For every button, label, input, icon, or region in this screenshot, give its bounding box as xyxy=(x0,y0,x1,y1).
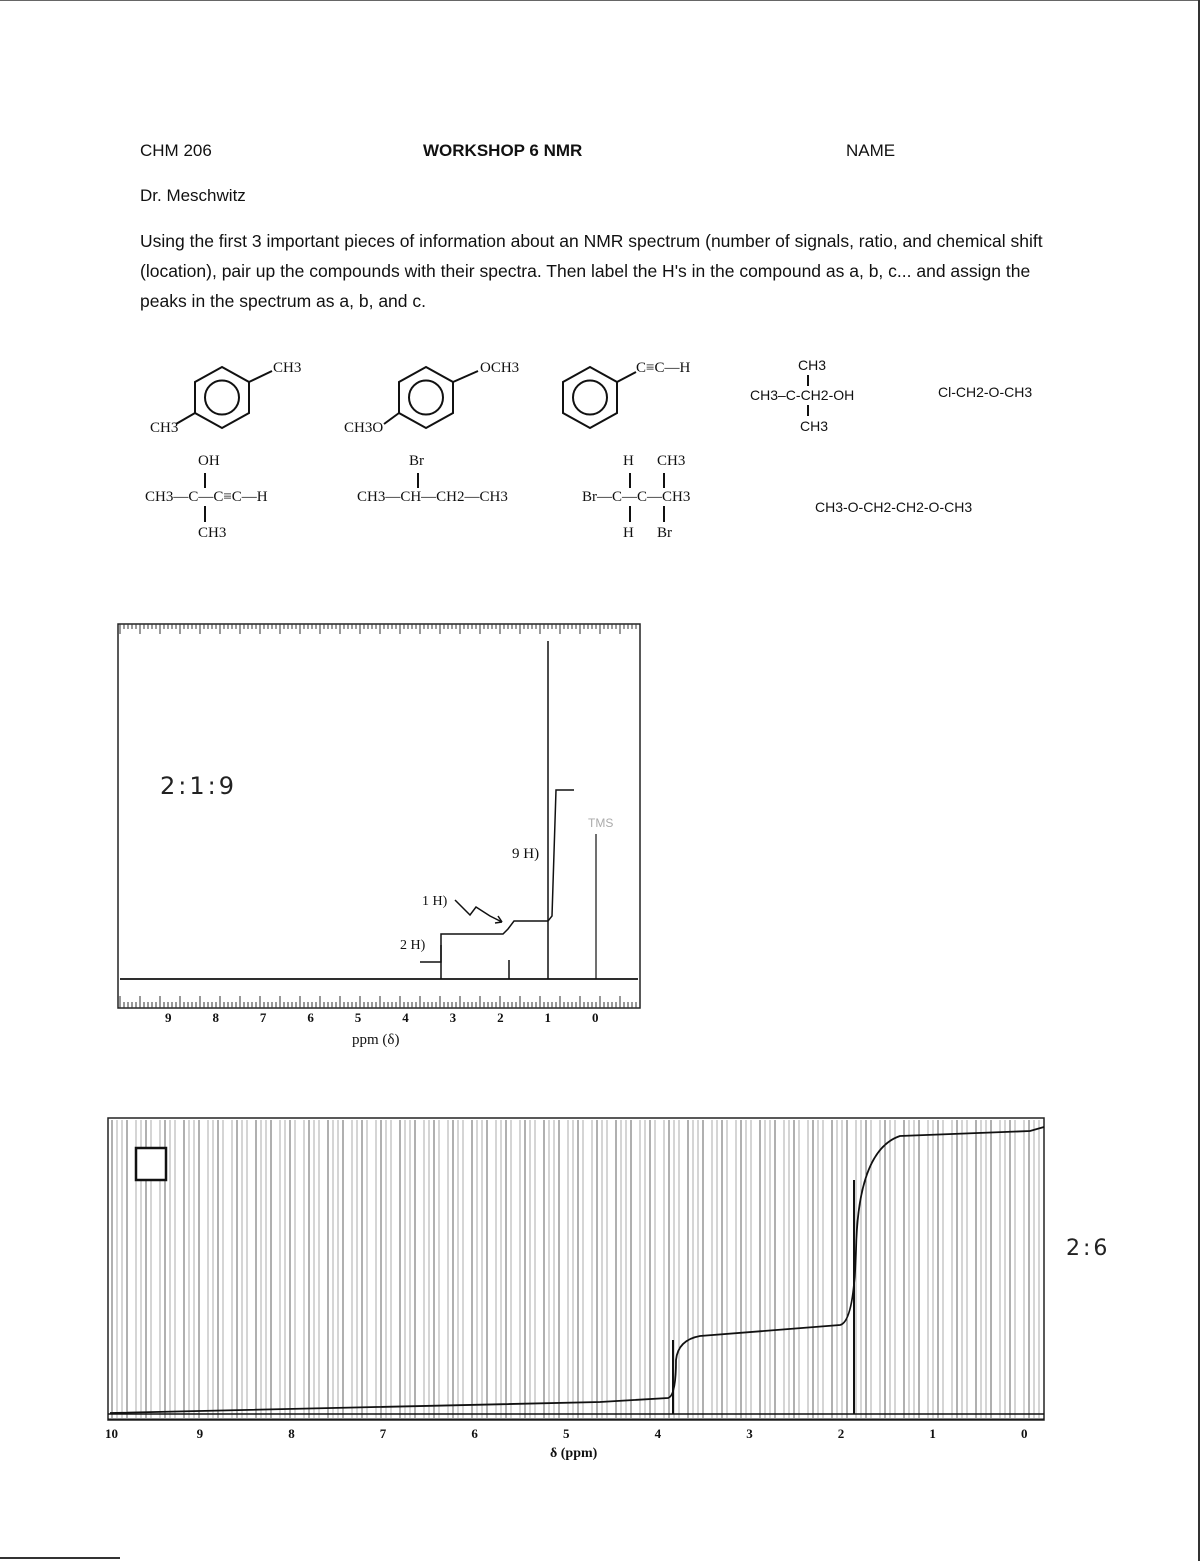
c3-substituent: C≡C—H xyxy=(636,360,691,376)
spectrum-2-tick-label: 3 xyxy=(746,1426,753,1441)
integration-1h: 1 H) xyxy=(422,894,448,909)
page-edge-top xyxy=(0,0,1200,1)
spectrum-1-tick-label: 2 xyxy=(497,1010,504,1025)
c5-formula: Cl-CH2-O-CH3 xyxy=(938,384,1033,400)
c9-formula: CH3-O-CH2-CH2-O-CH3 xyxy=(815,499,973,515)
tms-label: TMS xyxy=(588,816,614,830)
worksheet-title: WORKSHOP 6 NMR xyxy=(423,141,583,160)
spectrum-1-tick-label: 3 xyxy=(449,1010,457,1025)
spectrum-2-tick-label: 7 xyxy=(379,1426,387,1441)
name-label: NAME xyxy=(846,141,896,160)
spectrum-2-tick-label: 8 xyxy=(288,1426,295,1441)
spectrum-1-tick-label: 5 xyxy=(354,1010,362,1025)
spectrum-1-tick-label: 9 xyxy=(165,1010,172,1025)
integration-9h: 9 H) xyxy=(512,846,540,862)
spectrum-2-handwritten-ratio: 2:6 xyxy=(1066,1236,1111,1261)
c4-top: CH3 xyxy=(798,357,827,373)
c6-middle: CH3—C—C≡C—H xyxy=(145,489,268,505)
c1-top-substituent: CH3 xyxy=(273,360,302,376)
spectrum-2-tick-label: 1 xyxy=(929,1426,936,1441)
c8-middle: Br—C—C—CH3 xyxy=(582,489,691,505)
c8-bottom-h: H xyxy=(623,525,634,541)
spectrum-1-tick-label: 0 xyxy=(592,1010,599,1025)
c7-middle: CH3—CH—CH2—CH3 xyxy=(357,489,508,505)
page-edge-bottom xyxy=(0,1557,120,1559)
spectrum-2-tick-label: 2 xyxy=(837,1426,845,1441)
spectrum-1-tick-label: 4 xyxy=(402,1010,409,1025)
c8-top-ch3: CH3 xyxy=(657,453,686,469)
instructor-name: Dr. Meschwitz xyxy=(140,186,246,205)
c8-bottom-br: Br xyxy=(657,525,672,541)
spectrum-2-tick-label: 6 xyxy=(471,1426,478,1441)
spectrum-2-tick-label: 9 xyxy=(196,1426,204,1441)
spectrum-1-tick-label: 6 xyxy=(307,1010,314,1025)
c8-top-h: H xyxy=(623,453,634,469)
spectrum-1-x-label: ppm (δ) xyxy=(352,1032,400,1048)
instructions: Using the first 3 important pieces of information about an NMR spectrum (number of signals, ratio, and chemical shift (location), pair up the compounds with their spectra. Then label the H's in the compound as a, b, c... and assign the peaks in the spectrum as a, b, and c. xyxy=(140,231,1043,311)
spectrum-1-tick-label: 7 xyxy=(259,1010,267,1025)
spectrum-2-tick-label: 4 xyxy=(654,1426,662,1441)
c2-bottom-substituent: CH3O xyxy=(344,420,384,436)
c4-middle: CH3–C-CH2-OH xyxy=(750,387,855,403)
integration-2h: 2 H) xyxy=(400,938,426,953)
spectrum-2-tick-label: 10 xyxy=(105,1426,118,1441)
spectrum-2-tick-label: 5 xyxy=(563,1426,570,1441)
spectrum-2-x-label: δ (ppm) xyxy=(550,1446,598,1461)
c7-top: Br xyxy=(409,453,424,469)
c1-bottom-substituent: CH3 xyxy=(150,420,179,436)
spectrum-1-handwritten-ratio: 2:1:9 xyxy=(160,772,237,800)
c2-top-substituent: OCH3 xyxy=(480,360,520,376)
spectrum-2-tick-label: 0 xyxy=(1021,1426,1028,1441)
c6-top: OH xyxy=(198,453,220,469)
c4-bottom: CH3 xyxy=(800,418,829,434)
spectrum-1-tick-label: 1 xyxy=(544,1010,552,1025)
c6-bottom: CH3 xyxy=(198,525,227,541)
course-code: CHM 206 xyxy=(140,141,212,160)
spectrum-1-tick-label: 8 xyxy=(212,1010,219,1025)
